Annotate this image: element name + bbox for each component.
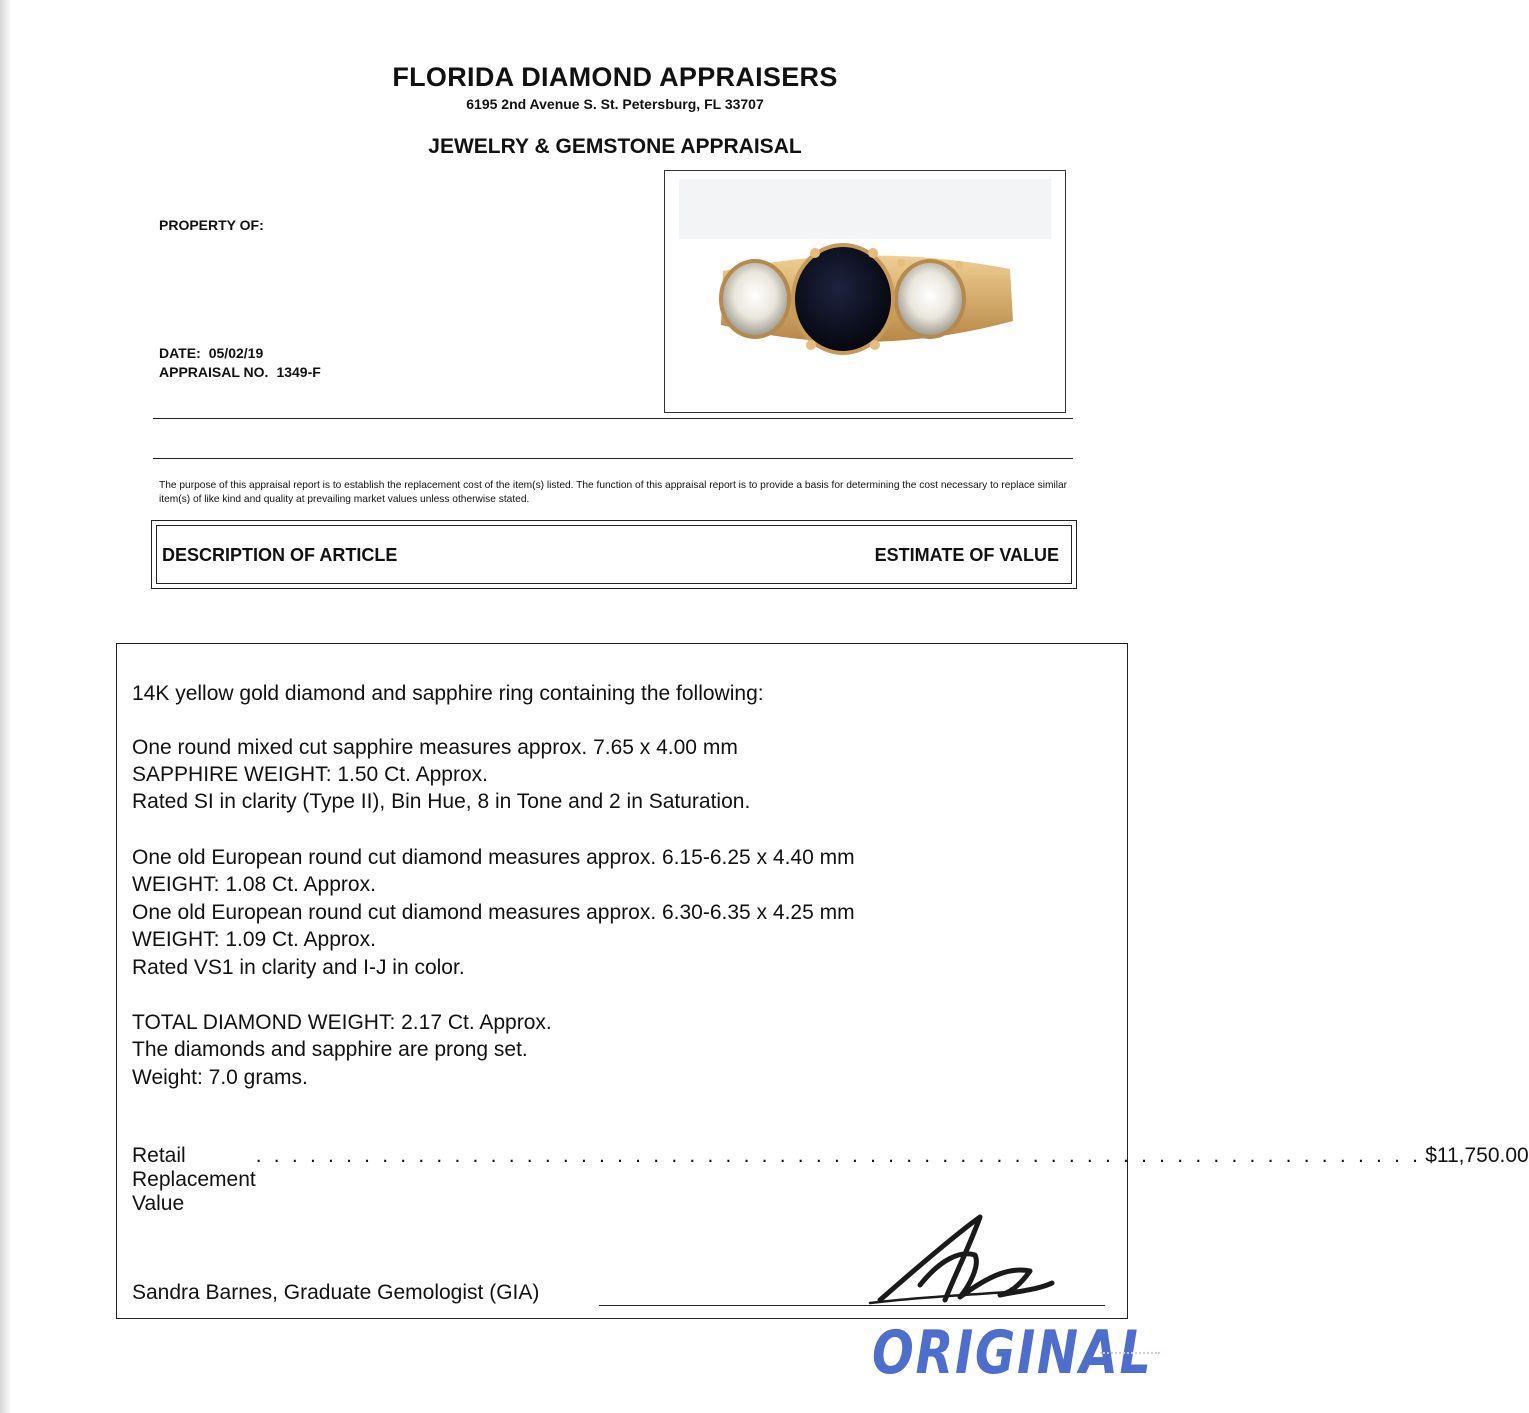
sapphire-rating: Rated SI in clarity (Type II), Bin Hue, 8 in Tone and 2 in Saturation. <box>132 790 751 813</box>
center-sapphire <box>793 245 893 353</box>
diamond-2-measurement: One old European round cut diamond measures approx. 6.30-6.35 x 4.25 mm <box>132 901 855 924</box>
left-diamond <box>721 261 789 337</box>
diamond-1-weight: WEIGHT: 1.08 Ct. Approx. <box>132 873 376 896</box>
estimate-column-header: ESTIMATE OF VALUE <box>874 545 1059 565</box>
diamond-2-weight: WEIGHT: 1.09 Ct. Approx. <box>132 928 376 951</box>
item-intro: 14K yellow gold diamond and sapphire ring containing the following: <box>132 682 764 705</box>
firm-name: FLORIDA DIAMOND APPRAISERS <box>392 62 838 92</box>
setting-note: The diamonds and sapphire are prong set. <box>132 1038 528 1061</box>
sapphire-measurement: One round mixed cut sapphire measures approx. 7.65 x 4.00 mm <box>132 736 738 759</box>
retail-value-label: Retail Replacement Value <box>132 1144 256 1215</box>
retail-value-amount: $11,750.00 <box>1425 1144 1529 1167</box>
date-value: 05/02/19 <box>208 345 264 361</box>
appraisal-number-value: 1349-F <box>276 364 321 380</box>
ring-photo <box>664 170 1066 413</box>
divider-line <box>153 418 1073 419</box>
original-stamp: ORIGINAL <box>872 1318 1153 1388</box>
diamond-1-measurement: One old European round cut diamond measures approx. 6.15-6.25 x 4.40 mm <box>132 846 855 869</box>
right-diamond <box>896 261 964 337</box>
total-diamond-weight: TOTAL DIAMOND WEIGHT: 2.17 Ct. Approx. <box>132 1011 552 1034</box>
appraisal-number-label: APPRAISAL NO. <box>159 364 269 380</box>
description-column-header: DESCRIPTION OF ARTICLE <box>162 545 398 565</box>
signatory-name: Sandra Barnes, Graduate Gemologist (GIA) <box>132 1281 540 1304</box>
date-label: DATE: <box>159 345 201 361</box>
column-header-inner <box>156 525 1072 584</box>
stamp-trail <box>1100 1352 1160 1354</box>
property-of-label: PROPERTY OF: <box>159 217 264 233</box>
diamond-rating: Rated VS1 in clarity and I-J in color. <box>132 956 465 979</box>
column-header-box <box>151 520 1077 589</box>
ring-image <box>665 171 1065 412</box>
handwritten-signature <box>860 1205 1060 1315</box>
document-title: JEWELRY & GEMSTONE APPRAISAL <box>428 135 802 158</box>
leader-dots: . . . . . . . . . . . . . . . . . . . . . . . . . . . . . . . . . . . . . . . . . . . . . . . . . . . . . . . . . . . . . . . . . <box>255 1144 1422 1167</box>
gram-weight: Weight: 7.0 grams. <box>132 1066 308 1089</box>
date-row <box>159 345 271 361</box>
divider-line <box>153 458 1073 459</box>
sapphire-weight: SAPPHIRE WEIGHT: 1.50 Ct. Approx. <box>132 763 488 786</box>
appraisal-number-row <box>159 364 329 380</box>
scan-edge-shadow <box>0 0 12 1413</box>
purpose-statement: The purpose of this appraisal report is to establish the replacement cost of the item(s) listed. The function of this appraisal report is to provide a basis for determining the cost necessary to replace similar item(s) of like kind and quality at prevailing market values unless otherwise stated. <box>159 480 1068 505</box>
firm-address: 6195 2nd Avenue S. St. Petersburg, FL 33707 <box>466 96 764 112</box>
